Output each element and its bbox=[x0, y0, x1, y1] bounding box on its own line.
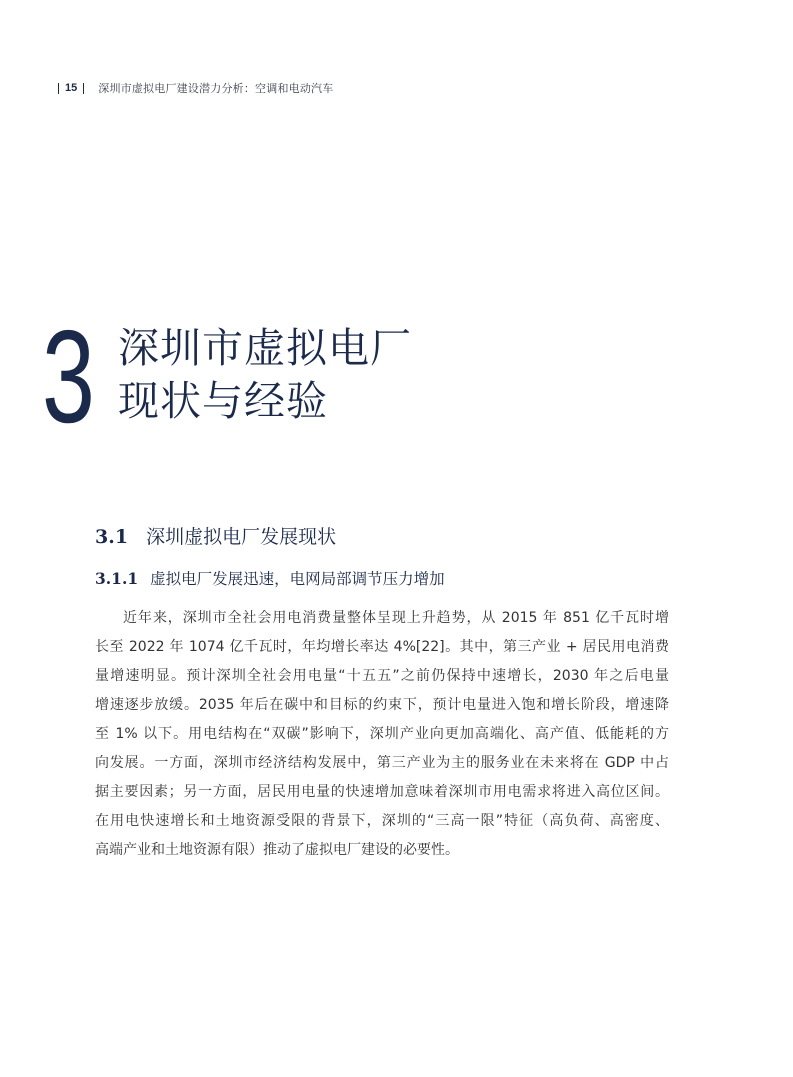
paragraph-line: 高端产业和土地资源有限）推动了虚拟电厂建设的必要性。 bbox=[95, 842, 459, 858]
paragraph-line: 增速逐步放缓。2035 年后在碳中和目标的约束下，预计电量进入饱和增长阶段，增速降 bbox=[95, 697, 669, 713]
paragraph-line: 向发展。一方面，深圳市经济结构发展中，第三产业为主的服务业在未来将在 GDP 中占 bbox=[95, 755, 669, 771]
subsection-number: 3.1.1 bbox=[95, 569, 139, 588]
subsection-heading bbox=[95, 567, 445, 589]
header-divider-left bbox=[58, 83, 59, 94]
page-number: 15 bbox=[65, 82, 78, 94]
chapter-title-line-2: 现状与经验 bbox=[118, 377, 328, 425]
chapter-number: 3 bbox=[42, 303, 95, 450]
section-heading bbox=[95, 522, 336, 549]
section-title: 深圳虚拟电厂发展现状 bbox=[146, 526, 337, 548]
chapter-heading bbox=[42, 303, 412, 450]
section-number: 3.1 bbox=[95, 526, 129, 548]
chapter-title bbox=[118, 322, 412, 428]
paragraph-line: 近年来，深圳市全社会用电消费量整体呈现上升趋势，从 2015 年 851 亿千瓦时增 bbox=[123, 610, 669, 626]
paragraph-line: 在用电快速增长和土地资源受限的背景下，深圳的“三高一限”特征（高负荷、高密度、 bbox=[95, 813, 669, 829]
running-title: 深圳市虚拟电厂建设潜力分析：空调和电动汽车 bbox=[98, 82, 334, 95]
paragraph-line: 量增速明显。预计深圳全社会用电量“十五五”之前仍保持中速增长，2030 年之后电量 bbox=[95, 668, 669, 684]
body-paragraph bbox=[95, 604, 669, 865]
running-header bbox=[58, 79, 333, 97]
subsection-title: 虚拟电厂发展迅速，电网局部调节压力增加 bbox=[150, 570, 445, 588]
chapter-title-line-1: 深圳市虚拟电厂 bbox=[118, 324, 412, 372]
paragraph-line: 长至 2022 年 1074 亿千瓦时，年均增长率达 4%[22]。其中，第三产业 + 居民用电消费 bbox=[95, 639, 669, 655]
paragraph-line: 据主要因素；另一方面，居民用电量的快速增加意味着深圳市用电需求将进入高位区间。 bbox=[95, 784, 669, 800]
header-divider-right bbox=[83, 83, 84, 94]
paragraph-line: 至 1% 以下。用电结构在“双碳”影响下，深圳产业向更加高端化、高产值、低能耗的方 bbox=[95, 726, 669, 742]
